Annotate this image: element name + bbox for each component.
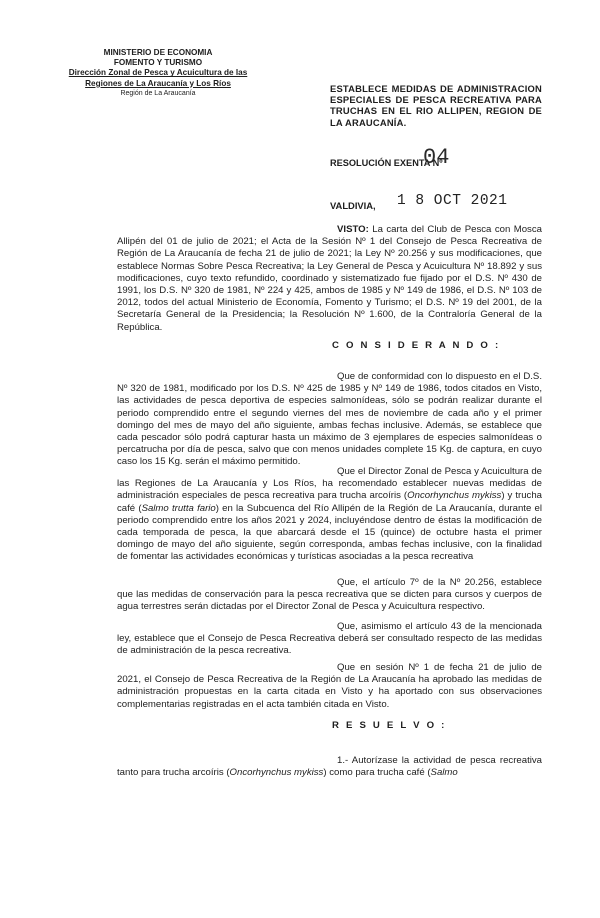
- considerando-heading: C O N S I D E R A N D O :: [332, 340, 501, 351]
- species-name-rainbow-trout: Oncorhynchus mykiss: [229, 767, 324, 779]
- resolution-title: ESTABLECE MEDIDAS DE ADMINISTRACION ESPECIALES DE PESCA RECREATIVA PARA TRUCHAS EN EL RIO ALLIPEN, REGION DE LA ARAUCANÍA.: [330, 83, 542, 128]
- visto-lead: VISTO:: [337, 224, 369, 235]
- ministry-subtitle: FOMENTO Y TURISMO: [113, 58, 203, 68]
- region-name: Región de La Araucanía: [120, 89, 196, 97]
- visto-text: La carta del Club de Pesca con Mosca Allipén del 01 de julio de 2021; el Acta de la Sesión Nº 1 del Consejo de Pesca Recreativa de Región de La Araucanía de fecha 21 de julio de 2021; la Ley Nº 20.256 y sus modificaciones, que establece Normas Sobre Pesca Recreativa; la Ley General de Pesca y Acuicultura Nº 18.892 y sus modificaciones, cuyo texto refundido, coordinado y sistematizado fue fijado por el D.S. Nº 430 de 1991, los D.S. Nº 320 de 1981, Nº 224 y 425, ambos de 1985 y Nº 149 de 1986, el D.S. Nº 103 de 2012, todos del actual Ministerio de Economía, Fomento y Turismo; el D.S. Nº 19 del 2001, de la Secretaría General de la Presidencia; la Resolución Nº 1.600, de la Contraloría General de la República.: [117, 224, 542, 333]
- species-name-brown-trout: Salmo trutta fario: [141, 502, 216, 514]
- considerando-paragraph-5: Que en sesión Nº 1 de fecha 21 de julio de 2021, el Consejo de Pesca Recreativa de la Región de La Araucanía ha aprobado las medidas de administración propuestas en la carta citada en Visto y ha aportado con sus observaciones complementarias registradas en el acta también citada en Visto.: [117, 662, 542, 710]
- resuelvo-paragraph-1: 1.- Autorízase la actividad de pesca recreativa tanto para trucha arcoíris (Oncorhynchus mykiss) como para trucha café (Salmo: [117, 755, 542, 779]
- place-label: VALDIVIA,: [330, 200, 376, 211]
- resolution-number: 04: [423, 145, 450, 170]
- considerando-paragraph-2: Que el Director Zonal de Pesca y Acuicultura de las Regiones de La Araucanía y Los Ríos, ha recomendado establecer nuevas medidas de administración especiales de pesca recreativa para trucha arcoíris (Oncorhynchus mykiss) y trucha café (Salmo trutta fario) en la Subcuenca del Río Allipén de la Región de La Araucanía, durante el periodo comprendido entre los años 2021 y 2024, incluyéndose dentro de éstas la modificación de cada temporada de pesca, la que abarcará desde el 15 (quince) de octubre hasta el primer domingo de mayo del año siguiente, según corresponda, ambas fechas inclusive, con la finalidad de fomentar las actividades económicas y turísticas asociadas a la pesca recreativa: [117, 466, 542, 563]
- directorate-name: Dirección Zonal de Pesca y Acuicultura de las: [68, 68, 248, 78]
- species-name-rainbow-trout: Oncorhynchus mykiss: [407, 490, 502, 502]
- considerando-paragraph-1: Que de conformidad con lo dispuesto en el D.S. Nº 320 de 1981, modificado por los D.S. Nº 425 de 1985 y Nº 149 de 1986, todos citados en Visto, las actividades de pesca deportiva de especies salmonídeas, sólo se podrán realizar durante el periodo comprendido entre el segundo viernes del mes de noviembre de cada año y el primer domingo del mes de mayo del año siguiente, ambas fechas inclusive. Además, se establece que cada pescador sólo podrá capturar hasta un máximo de 3 ejemplares de especies salmonídeas o percatrucha por día de pesca, salvo que con menos unidades complete 15 Kg. de captura, en cuyo caso los 15 Kg. serán el máximo permitido.: [117, 371, 542, 468]
- species-name-brown-trout: Salmo: [430, 767, 458, 779]
- resuelvo-heading: R E S U E L V O :: [332, 720, 447, 731]
- considerando-paragraph-4: Que, asimismo el artículo 43 de la mencionada ley, establece que el Consejo de Pesca Recreativa deberá ser consultado respecto de las medidas de administración de la pesca recreativa.: [117, 621, 542, 657]
- visto-paragraph: [117, 224, 542, 334]
- ministry-name: MINISTERIO DE ECONOMIA: [103, 48, 213, 57]
- date-stamp: 1 8 OCT 2021: [397, 193, 508, 209]
- letterhead: [48, 48, 268, 99]
- directorate-regions: Regiones de La Araucanía y Los Ríos: [85, 78, 231, 88]
- resolution-label: RESOLUCIÓN EXENTA Nº: [330, 158, 443, 168]
- considerando-paragraph-3: Que, el artículo 7º de la Nº 20.256, establece que las medidas de conservación para la pesca recreativa que se dicten para cursos y cuerpos de agua terrestres serán dictadas por el Director Zonal de Pesca y Acuicultura respectivo.: [117, 577, 542, 613]
